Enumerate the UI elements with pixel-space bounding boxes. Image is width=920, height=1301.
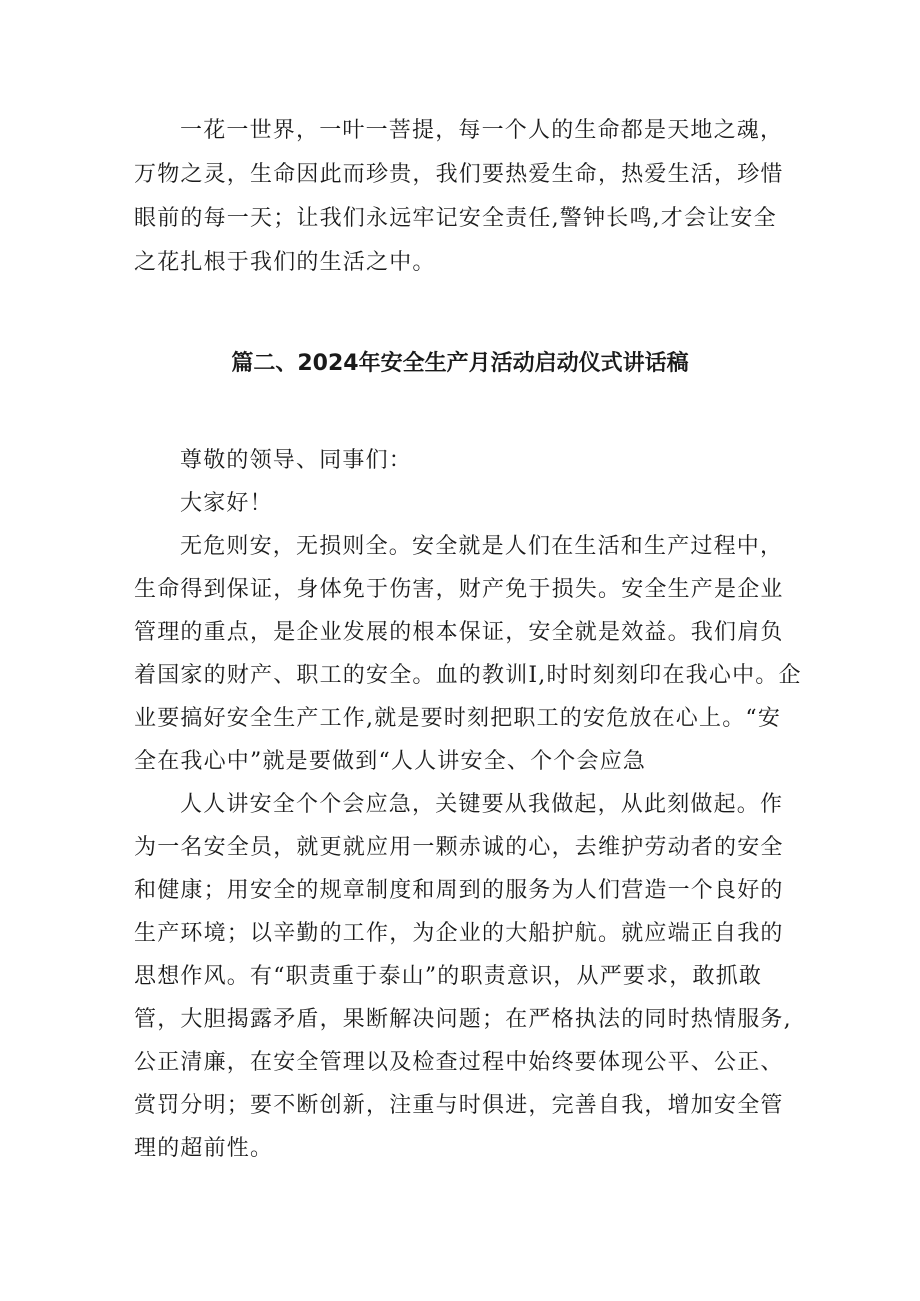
paragraph-2-line-1: 无危则安，无损则全。安全就是人们在生活和生产过程中， (180, 534, 784, 559)
paragraph-3-line-2: 为一名安全员，就更就应用一颗赤诚的心，去维护劳动者的安全 (134, 835, 784, 860)
paragraph-3-line-9: 理的超前性。 (134, 1136, 274, 1161)
paragraph-1-line-1: 一花一世界，一叶一菩提，每一个人的生命都是天地之魂， (180, 118, 784, 143)
paragraph-3-line-6: 管，大胆揭露矛盾，果断解决问题；在严格执法的同时热情服务, (134, 1007, 792, 1032)
salutation: 尊敬的领导、同事们： (180, 448, 413, 473)
section-title: 篇二、2024年安全生产月活动启动仪式讲话稿 (231, 351, 689, 376)
paragraph-3-line-1: 人人讲安全个个会应急，关键要从我做起，从此刻做起。作 (180, 792, 784, 817)
paragraph-3-line-3: 和健康；用安全的规章制度和周到的服务为人们营造一个良好的 (134, 878, 784, 903)
paragraph-3-line-5: 思想作风。有“职责重于泰山”的职责意识，从严要求，敢抓敢 (134, 964, 763, 989)
paragraph-2-line-6: 全在我心中”就是要做到“人人讲安全、个个会应急 (134, 749, 647, 774)
paragraph-3-line-8: 赏罚分明；要不断创新，注重与时俱进，完善自我，增加安全管 (134, 1093, 784, 1118)
paragraph-2-line-5: 业要搞好安全生产工作,就是要时刻把职工的安危放在心上。“安 (134, 706, 782, 731)
greeting: 大家好！ (180, 491, 273, 516)
paragraph-1-line-3: 眼前的每一天；让我们永远牢记安全责任,警钟长鸣,才会让安全 (134, 206, 777, 231)
paragraph-3-line-4: 生产环境；以辛勤的工作，为企业的大船护航。就应端正自我的 (134, 921, 784, 946)
paragraph-2-line-3: 管理的重点，是企业发展的根本保证，安全就是效益。我们肩负 (134, 620, 784, 645)
paragraph-2-line-2: 生命得到保证，身体免于伤害，财产免于损失。安全生产是企业 (134, 577, 784, 602)
paragraph-2-line-4: 着国家的财产、职工的安全。血的教训I,时时刻刻印在我心中。企 (134, 663, 802, 688)
paragraph-3-line-7: 公正清廉，在安全管理以及检查过程中始终要体现公平、公正、 (134, 1050, 784, 1075)
paragraph-1-line-4: 之花扎根于我们的生活之中。 (134, 250, 436, 275)
paragraph-1-line-2: 万物之灵，生命因此而珍贵，我们要热爱生命，热爱生活，珍惜 (134, 162, 784, 187)
